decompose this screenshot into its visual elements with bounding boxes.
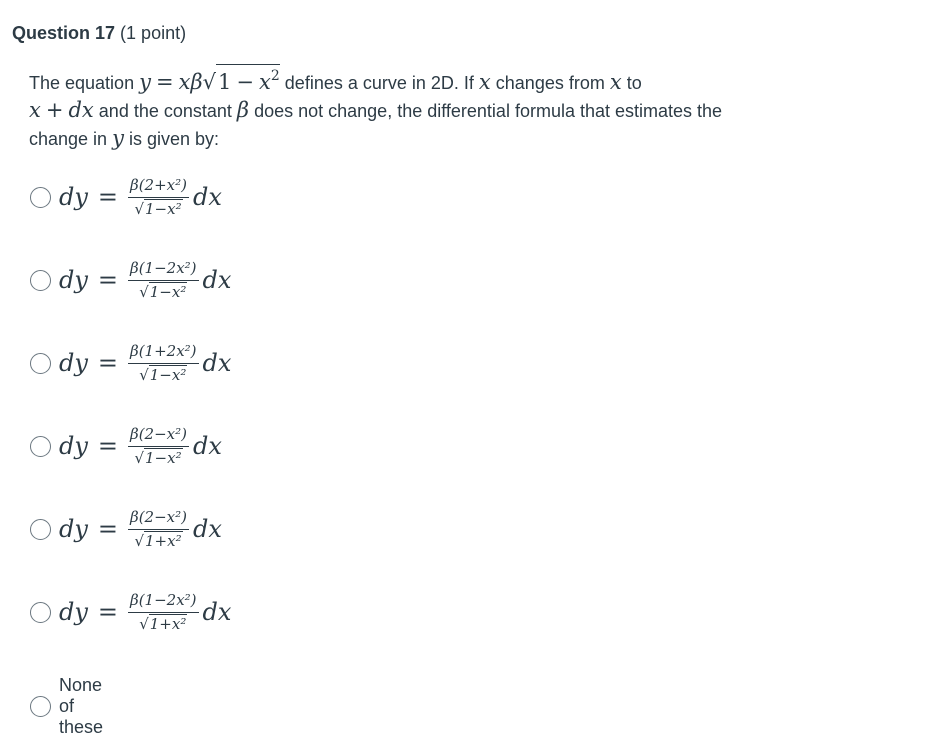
answer-option-3[interactable] xyxy=(30,342,231,384)
equation-radicand: $1 - x^2$ xyxy=(216,64,280,94)
radio-button[interactable] xyxy=(30,519,51,540)
answer-formula: dy = $\frac{\text{β(1−2x²)}}{\text{√1−x²}}$ dx xyxy=(59,259,232,301)
radio-button[interactable] xyxy=(30,602,51,623)
radio-button[interactable] xyxy=(30,187,51,208)
answer-option-1[interactable] xyxy=(30,176,222,218)
radio-button[interactable] xyxy=(30,436,51,457)
radio-button[interactable] xyxy=(30,270,51,291)
answer-option-5[interactable] xyxy=(30,508,222,550)
fraction: $\frac{\text{β(1−2x²)}}{\text{√1+x²}}$ xyxy=(130,591,197,633)
fraction: $\frac{\text{β(2+x²)}}{\text{√1−x²}}$ xyxy=(130,176,187,218)
question-text: The equation $y = x\beta√1 - x^2$ defines a curve in 2D. If x changes from x to x + dx and the constant β does not change, the differential formula that estimates the change in y is given by: xyxy=(29,64,729,153)
answer-option-4[interactable] xyxy=(30,425,222,467)
fraction: $\frac{\text{β(1−2x²)}}{\text{√1−x²}}$ xyxy=(130,259,197,301)
radio-button[interactable] xyxy=(30,696,51,717)
fraction: $\frac{\text{β(2−x²)}}{\text{√1−x²}}$ xyxy=(130,425,187,467)
answer-option-2[interactable] xyxy=(30,259,231,301)
question-points: (1 point) xyxy=(120,23,187,43)
answer-label: None of these xyxy=(59,675,104,737)
answer-option-none[interactable] xyxy=(30,675,103,738)
question-header xyxy=(12,22,186,44)
question-title: Question 17 xyxy=(12,23,116,43)
answer-formula: dy = $\frac{\text{β(1+2x²)}}{\text{√1−x²}}$ dx xyxy=(59,342,232,384)
fraction: $\frac{\text{β(2−x²)}}{\text{√1+x²}}$ xyxy=(130,508,187,550)
answer-formula: dy = $\frac{\text{β(1−2x²)}}{\text{√1+x²}}$ dx xyxy=(59,591,232,633)
fraction: $\frac{\text{β(1+2x²)}}{\text{√1−x²}}$ xyxy=(130,342,197,384)
radio-button[interactable] xyxy=(30,353,51,374)
answer-option-6[interactable] xyxy=(30,591,231,633)
answer-formula: dy = $\frac{\text{β(2−x²)}}{\text{√1+x²}}$ dx xyxy=(59,508,222,550)
answer-formula: dy = $\frac{\text{β(2+x²)}}{\text{√1−x²}}$ dx xyxy=(59,176,222,218)
answer-formula: dy = $\frac{\text{β(2−x²)}}{\text{√1−x²}}$ dx xyxy=(59,425,222,467)
